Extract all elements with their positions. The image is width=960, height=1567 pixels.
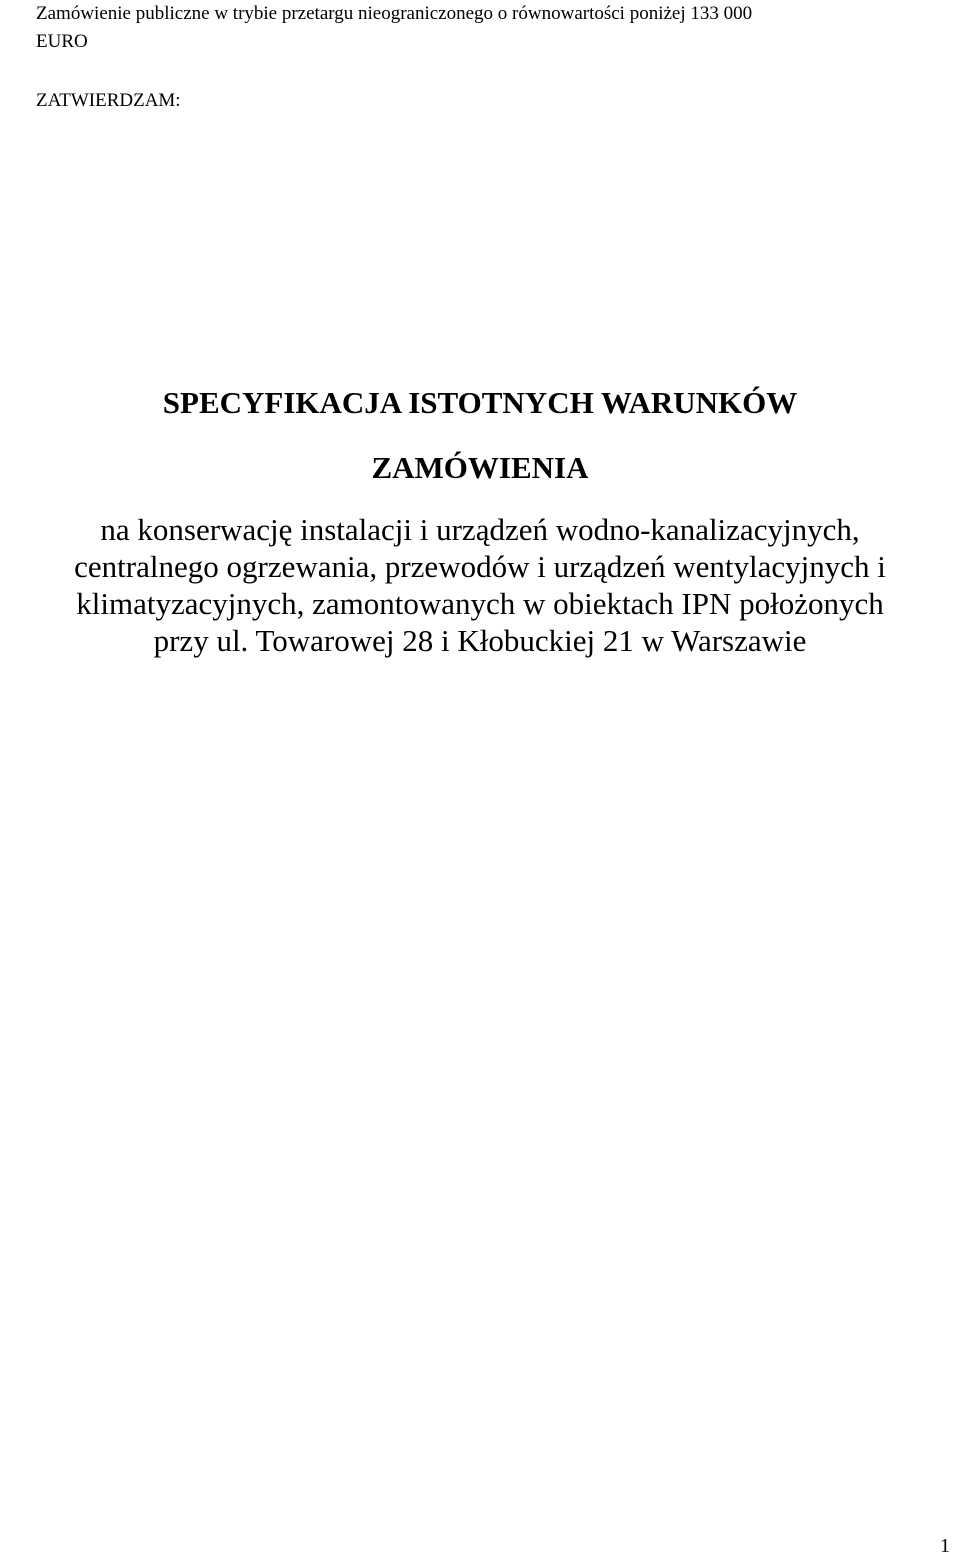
- procurement-header-line-2: EURO: [36, 31, 88, 52]
- document-title-line-1: SPECYFIKACJA ISTOTNYCH WARUNKÓW: [162, 385, 798, 420]
- document-subtitle: [0, 511, 960, 659]
- approval-label: ZATWIERDZAM:: [36, 90, 181, 111]
- document-subtitle-line-4: przy ul. Towarowej 28 i Kłobuckiej 21 w Warszawie: [153, 623, 807, 658]
- document-title: [0, 382, 960, 488]
- procurement-header-line-1: Zamówienie publiczne w trybie przetargu nieograniczonego o równowartości poniżej 133 000: [36, 3, 753, 24]
- document-subtitle-line-1: na konserwację instalacji i urządzeń wodno-kanalizacyjnych,: [100, 512, 860, 547]
- document-subtitle-line-3: klimatyzacyjnych, zamontowanych w obiektach IPN położonych: [76, 586, 884, 621]
- document-title-line-2: ZAMÓWIENIA: [371, 450, 589, 485]
- document-subtitle-line-2: centralnego ogrzewania, przewodów i urządzeń wentylacyjnych i: [74, 549, 886, 584]
- page-number: 1: [940, 1535, 950, 1557]
